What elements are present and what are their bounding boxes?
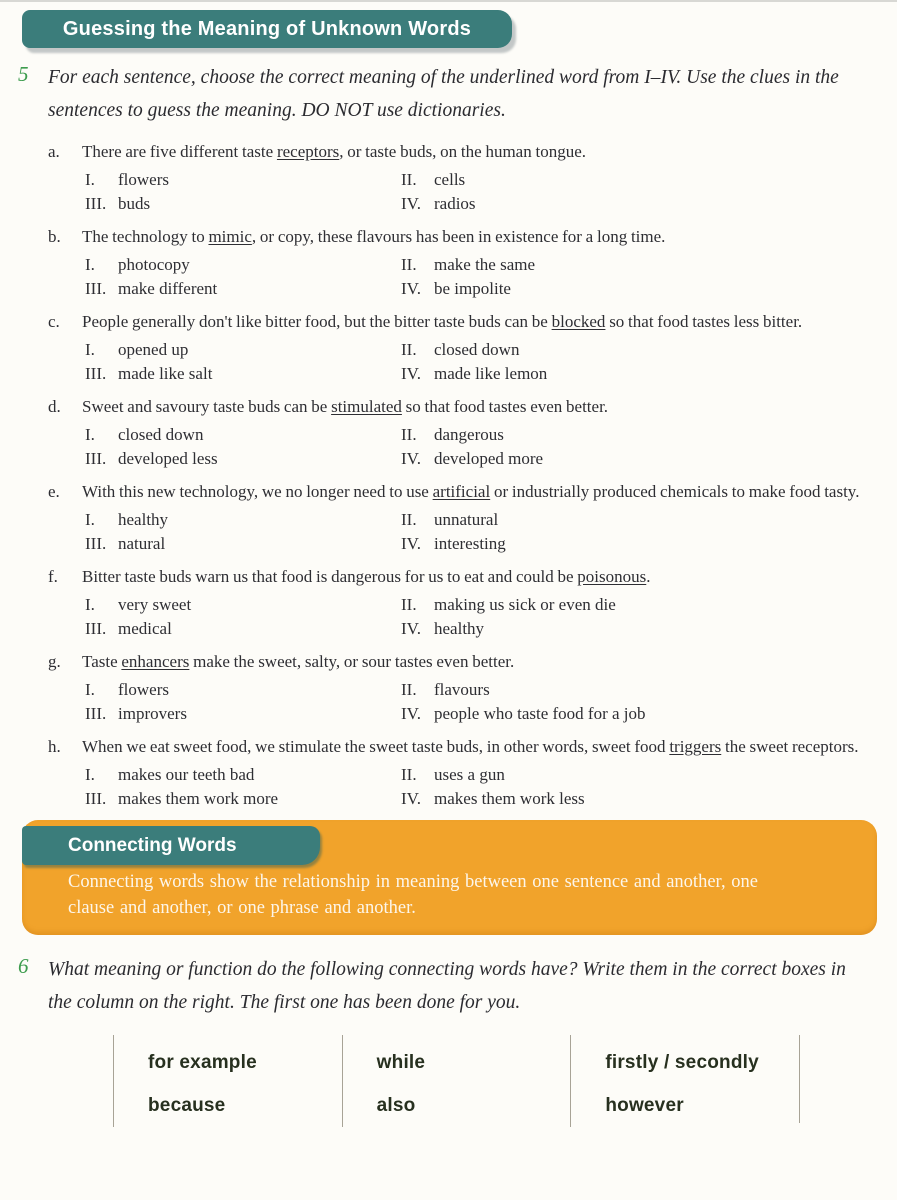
option-1: [85, 678, 401, 702]
word-table-column-1: [113, 1035, 342, 1127]
exercise-5: [18, 61, 897, 127]
question-item: [48, 650, 889, 726]
sentence-before-word: Taste: [82, 652, 122, 671]
option-2-text: uses a gun: [434, 765, 505, 784]
sentence-after-word: , or taste buds, on the human tongue.: [339, 142, 586, 161]
underlined-word: poisonous: [577, 567, 647, 586]
option-3-numeral: III.: [85, 619, 107, 638]
option-3: [85, 277, 401, 301]
option-4: [401, 362, 889, 386]
option-3-text: makes them work more: [118, 789, 279, 808]
item-sentence: [82, 310, 889, 334]
connecting-words-definition: Connecting words show the relationship in meaning between one sentence and another, one clause and another, or one phrase and another.: [68, 872, 758, 918]
option-3: [85, 192, 401, 216]
option-3: [85, 532, 401, 556]
item-letter: h.: [48, 737, 61, 756]
question-item: [48, 310, 889, 386]
option-1-numeral: I.: [85, 510, 95, 529]
option-1: [85, 508, 401, 532]
option-4: [401, 192, 889, 216]
option-2-text: flavours: [434, 680, 490, 699]
underlined-word: enhancers: [121, 652, 190, 671]
answer-options: [85, 593, 889, 641]
option-1-numeral: I.: [85, 425, 95, 444]
exercise-5-instructions: For each sentence, choose the correct meaning of the underlined word from I–IV. Use the clues in the sentences to guess the meaning. DO NOT use dictionaries.: [48, 67, 839, 121]
option-2-numeral: II.: [401, 680, 417, 699]
option-1: [85, 168, 401, 192]
option-4: [401, 702, 889, 726]
question-item: [48, 395, 889, 471]
option-4-numeral: IV.: [401, 789, 421, 808]
option-1-text: very sweet: [118, 595, 192, 614]
exercise-6-number: 6: [18, 954, 29, 978]
option-4: [401, 532, 889, 556]
sentence-after-word: so that food tastes less bitter.: [605, 312, 803, 331]
sentence-before-word: There are five different taste: [82, 142, 277, 161]
word-cell: for example: [148, 1052, 257, 1073]
item-letter: e.: [48, 482, 60, 501]
option-3-numeral: III.: [85, 449, 107, 468]
option-2: [401, 593, 889, 617]
option-1-text: makes our teeth bad: [118, 765, 255, 784]
option-2-text: unnatural: [434, 510, 499, 529]
option-4-numeral: IV.: [401, 449, 421, 468]
option-2: [401, 253, 889, 277]
option-3-text: made like salt: [118, 364, 213, 383]
word-table-column-2: [342, 1035, 571, 1127]
option-3: [85, 447, 401, 471]
section-banner-connecting-title: Connecting Words: [68, 834, 237, 856]
option-2-numeral: II.: [401, 340, 417, 359]
answer-options: [85, 678, 889, 726]
option-1: [85, 338, 401, 362]
option-2: [401, 678, 889, 702]
sentence-before-word: With this new technology, we no longer need to use: [82, 482, 433, 501]
answer-options: [85, 338, 889, 386]
option-3-numeral: III.: [85, 534, 107, 553]
item-sentence: [82, 480, 889, 504]
question-item: [48, 565, 889, 641]
option-4-text: healthy: [434, 619, 485, 638]
sentence-after-word: , or copy, these flavours has been in existence for a long time.: [251, 227, 666, 246]
answer-options: [85, 763, 889, 811]
connecting-words-box: [22, 820, 877, 935]
option-1-numeral: I.: [85, 765, 95, 784]
option-3: [85, 617, 401, 641]
option-2-numeral: II.: [401, 510, 417, 529]
connecting-words-table: [113, 1035, 800, 1123]
option-2: [401, 338, 889, 362]
answer-options: [85, 168, 889, 216]
option-1-text: flowers: [118, 680, 169, 699]
question-item: [48, 480, 889, 556]
exercise-6-instructions: What meaning or function do the following connecting words have? Write them in the correct boxes in the column on the right. The first one has been done for you.: [48, 959, 846, 1013]
sentence-after-word: .: [646, 567, 651, 586]
section-banner-guessing-title: Guessing the Meaning of Unknown Words: [62, 17, 472, 40]
option-3-text: developed less: [118, 449, 218, 468]
section-banner-connecting: [22, 826, 320, 865]
option-1: [85, 593, 401, 617]
item-letter: f.: [48, 567, 58, 586]
option-4-numeral: IV.: [401, 279, 421, 298]
option-3-numeral: III.: [85, 279, 107, 298]
item-sentence: [82, 140, 889, 164]
option-2-text: making us sick or even die: [434, 595, 616, 614]
underlined-word: receptors: [276, 142, 340, 161]
option-3: [85, 362, 401, 386]
option-2-text: cells: [434, 170, 466, 189]
option-4-text: interesting: [434, 534, 506, 553]
word-cell: firstly / secondly: [605, 1052, 759, 1073]
option-1: [85, 763, 401, 787]
option-2-numeral: II.: [401, 255, 417, 274]
question-list: [0, 140, 897, 811]
option-4: [401, 447, 889, 471]
underlined-word: mimic: [208, 227, 252, 246]
option-3-numeral: III.: [85, 364, 107, 383]
option-4: [401, 787, 889, 811]
option-3-numeral: III.: [85, 704, 107, 723]
option-2: [401, 508, 889, 532]
underlined-word: triggers: [669, 737, 722, 756]
option-2-numeral: II.: [401, 425, 417, 444]
sentence-after-word: the sweet receptors.: [721, 737, 859, 756]
option-1-text: healthy: [118, 510, 169, 529]
option-1-text: photocopy: [118, 255, 190, 274]
item-letter: c.: [48, 312, 60, 331]
sentence-before-word: The technology to: [82, 227, 209, 246]
option-2-numeral: II.: [401, 170, 417, 189]
sentence-before-word: Sweet and savoury taste buds can be: [82, 397, 332, 416]
option-1: [85, 253, 401, 277]
item-letter: d.: [48, 397, 61, 416]
question-item: [48, 140, 889, 216]
sentence-after-word: or industrially produced chemicals to make food tasty.: [490, 482, 860, 501]
item-letter: a.: [48, 142, 60, 161]
item-sentence: [82, 565, 889, 589]
option-1-numeral: I.: [85, 255, 95, 274]
item-sentence: [82, 395, 889, 419]
underlined-word: artificial: [432, 482, 491, 501]
sentence-before-word: People generally don't like bitter food, but the bitter taste buds can be: [82, 312, 552, 331]
question-item: [48, 225, 889, 301]
item-letter: b.: [48, 227, 61, 246]
answer-options: [85, 508, 889, 556]
option-2-text: make the same: [434, 255, 536, 274]
option-2: [401, 423, 889, 447]
option-1-text: flowers: [118, 170, 169, 189]
option-4-numeral: IV.: [401, 364, 421, 383]
option-3-numeral: III.: [85, 789, 107, 808]
option-4-text: people who taste food for a job: [434, 704, 646, 723]
option-4-numeral: IV.: [401, 704, 421, 723]
word-cell: however: [605, 1095, 684, 1116]
option-4-numeral: IV.: [401, 194, 421, 213]
option-2-text: closed down: [434, 340, 520, 359]
option-3-text: improvers: [118, 704, 187, 723]
answer-options: [85, 253, 889, 301]
word-cell: also: [376, 1095, 416, 1116]
item-sentence: [82, 735, 889, 759]
option-1-text: closed down: [118, 425, 204, 444]
option-4-text: radios: [434, 194, 476, 213]
option-3-text: buds: [118, 194, 151, 213]
option-1-numeral: I.: [85, 595, 95, 614]
word-cell: because: [148, 1095, 226, 1116]
option-4: [401, 277, 889, 301]
option-1-text: opened up: [118, 340, 189, 359]
sentence-before-word: When we eat sweet food, we stimulate the sweet taste buds, in other words, sweet food: [82, 737, 670, 756]
exercise-5-number: 5: [18, 62, 29, 86]
exercise-6: [18, 953, 897, 1019]
item-letter: g.: [48, 652, 61, 671]
option-2: [401, 763, 889, 787]
option-4-numeral: IV.: [401, 619, 421, 638]
option-4-text: developed more: [434, 449, 544, 468]
option-4-text: makes them work less: [434, 789, 585, 808]
option-2-numeral: II.: [401, 765, 417, 784]
option-4-numeral: IV.: [401, 534, 421, 553]
sentence-after-word: so that food tastes even better.: [401, 397, 609, 416]
underlined-word: stimulated: [331, 397, 402, 416]
option-3: [85, 787, 401, 811]
option-3-text: medical: [118, 619, 172, 638]
item-sentence: [82, 225, 889, 249]
option-1-numeral: I.: [85, 340, 95, 359]
section-banner-guessing: [22, 10, 512, 48]
word-cell: while: [376, 1052, 426, 1073]
underlined-word: blocked: [551, 312, 606, 331]
option-1: [85, 423, 401, 447]
word-table-column-3: [570, 1035, 799, 1127]
sentence-before-word: Bitter taste buds warn us that food is dangerous for us to eat and could be: [82, 567, 578, 586]
option-4-text: made like lemon: [434, 364, 548, 383]
option-1-numeral: I.: [85, 680, 95, 699]
option-3-text: make different: [118, 279, 218, 298]
option-2: [401, 168, 889, 192]
option-2-numeral: II.: [401, 595, 417, 614]
answer-options: [85, 423, 889, 471]
option-4: [401, 617, 889, 641]
sentence-after-word: make the sweet, salty, or sour tastes even better.: [189, 652, 515, 671]
option-4-text: be impolite: [434, 279, 511, 298]
option-3-text: natural: [118, 534, 166, 553]
option-3: [85, 702, 401, 726]
item-sentence: [82, 650, 889, 674]
option-3-numeral: III.: [85, 194, 107, 213]
option-1-numeral: I.: [85, 170, 95, 189]
question-item: [48, 735, 889, 811]
option-2-text: dangerous: [434, 425, 504, 444]
